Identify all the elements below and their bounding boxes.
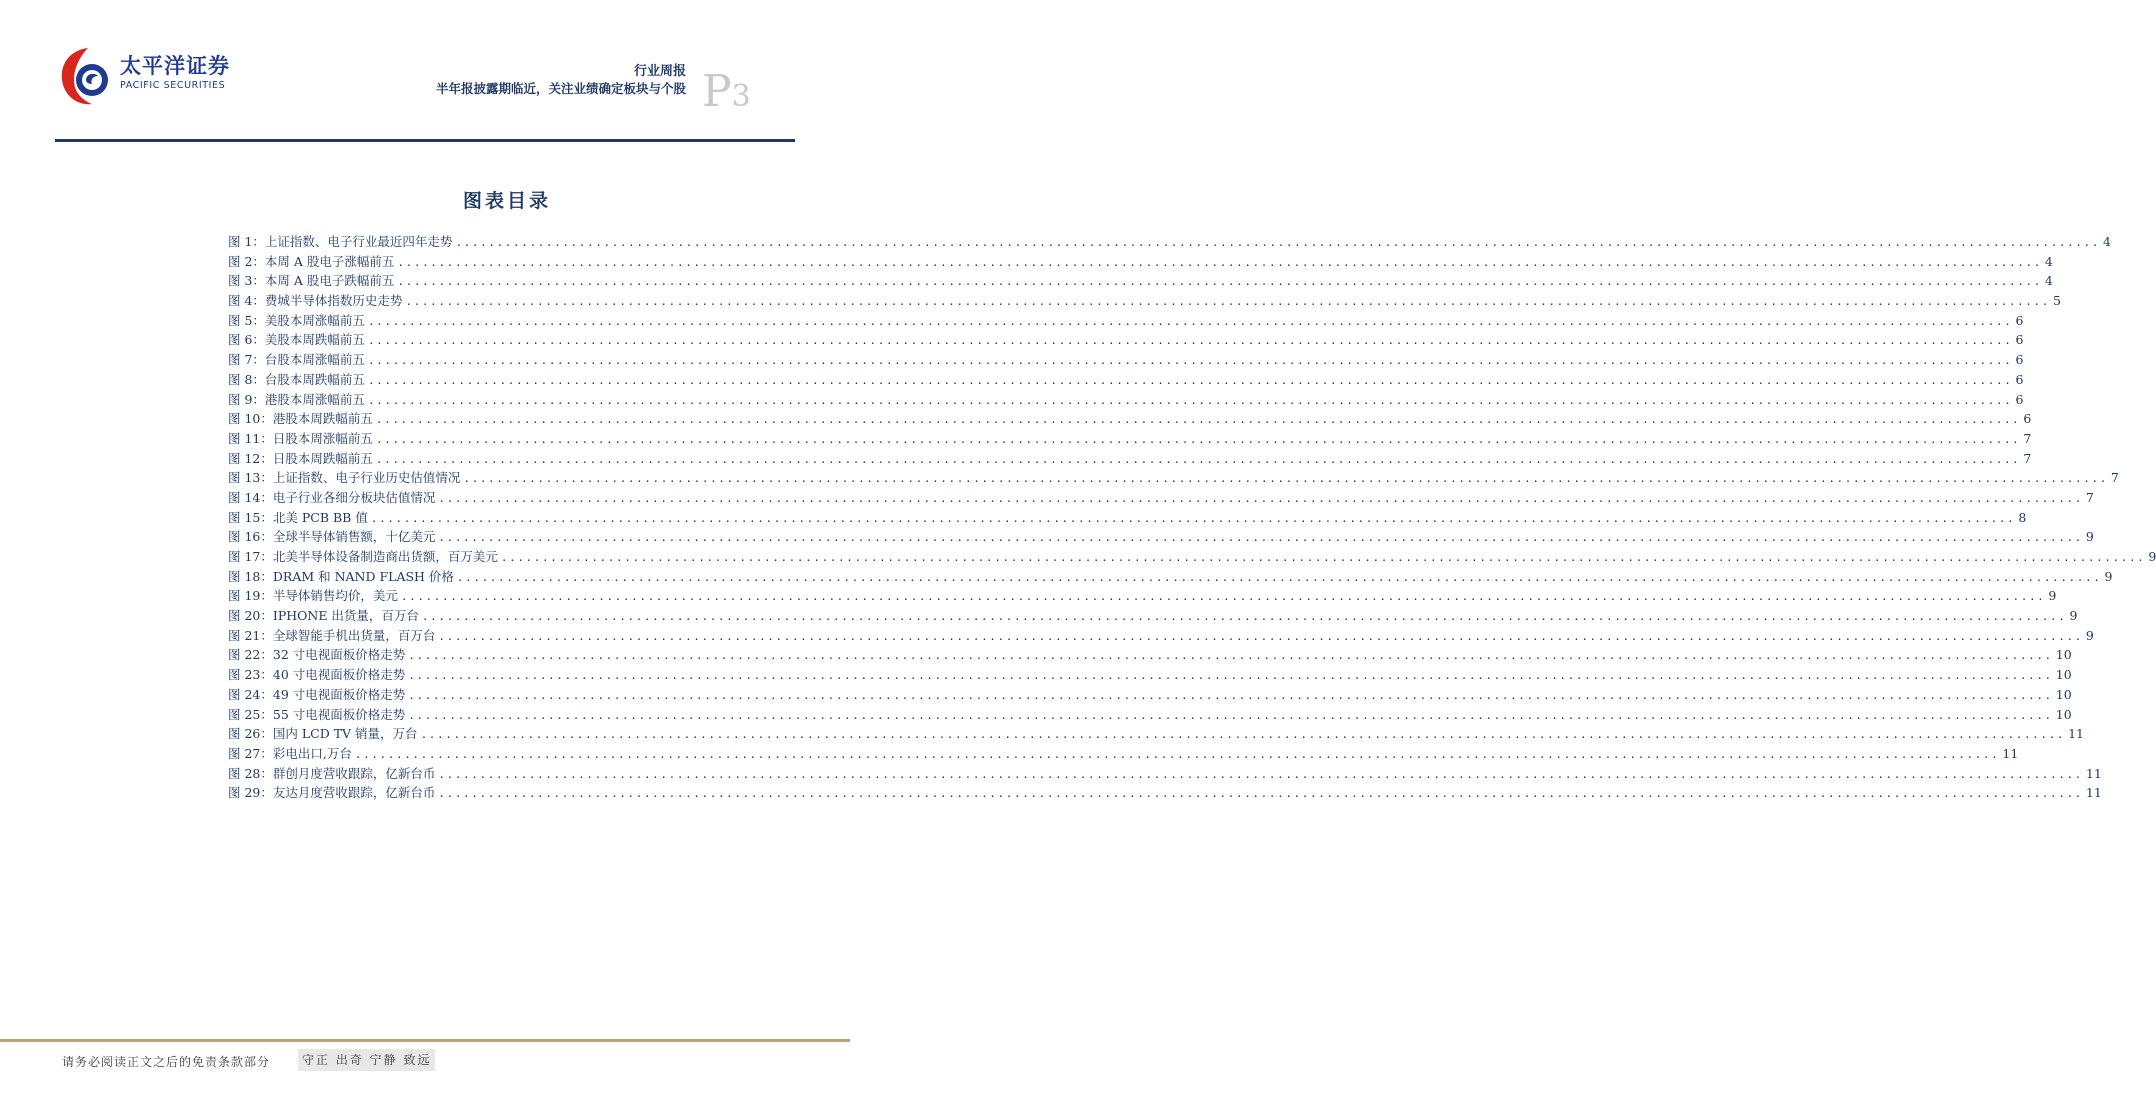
toc-entry[interactable] (228, 724, 2084, 744)
toc-entry-label: 图 1：上证指数、电子行业最近四年走势 (228, 234, 453, 249)
toc-entry[interactable] (228, 527, 2094, 547)
toc-entry-label: 图 9：港股本周涨幅前五 (228, 391, 365, 407)
toc-leader-dots: ........................................................................................................................................................................................................ (463, 472, 2108, 486)
footer-slogan: 守正 出奇 宁静 致远 (298, 1049, 435, 1071)
toc-leader-dots: ........................................................................................................................................................................................................ (367, 314, 2013, 328)
toc-entry-label: 图 13：上证指数、电子行业历史估值情况 (228, 470, 461, 486)
toc-entry-page: 9 (2048, 588, 2057, 604)
toc-entry-page: 9 (2104, 568, 2113, 584)
toc-leader-dots: ........................................................................................................................................................................................................ (400, 590, 2046, 604)
toc-entry[interactable] (228, 429, 2032, 449)
toc-entry-page: 9 (2085, 529, 2094, 545)
toc-leader-dots: ........................................................................................................................................................................................................ (375, 413, 2021, 427)
toc-entry-label: 图 11：日股本周涨幅前五 (228, 430, 373, 446)
toc-entry-page: 9 (2069, 608, 2078, 624)
toc-entry-label: 图 23：40 寸电视面板价格走势 (228, 667, 406, 683)
toc-leader-dots: ........................................................................................................................................................................................................ (375, 452, 2021, 466)
toc-leader-dots: ........................................................................................................................................................................................................ (405, 295, 2050, 309)
toc-entry-label: 图 7：台股本周涨幅前五 (228, 352, 365, 368)
toc-entry-page: 10 (2055, 706, 2072, 722)
toc-entry-page: 6 (2015, 352, 2024, 368)
toc-entry-page: 11 (2002, 745, 2019, 761)
toc-entry-label: 图 26：国内 LCD TV 销量，万台 (228, 726, 418, 742)
toc-entry[interactable] (228, 783, 2102, 803)
toc-leader-dots: ........................................................................................................................................................................................................ (500, 551, 2146, 564)
toc-entry-label: 图 19：半导体销售均价，美元 (228, 588, 398, 604)
toc-entry-page: 9 (2085, 627, 2094, 643)
toc-entry-page: 6 (2023, 411, 2032, 427)
toc-entry[interactable] (228, 508, 2027, 528)
toc-entry-label: 图 27：彩电出口,万台 (228, 745, 352, 761)
toc-entry-label: 图 3：本周 A 股电子跌幅前五 (228, 273, 395, 289)
toc-entry[interactable] (228, 350, 2024, 370)
toc-leader-dots: ........................................................................................................................................................................................................ (375, 432, 2021, 446)
toc-entry[interactable] (228, 252, 2053, 272)
toc-entry-page: 7 (2023, 430, 2032, 446)
toc-entry-page: 11 (2068, 726, 2084, 742)
toc-entry-label: 图 6：美股本周跌幅前五 (228, 332, 365, 348)
report-type: 行业周报 (633, 64, 686, 79)
toc-heading: 图表目录 (462, 190, 551, 212)
toc-leader-dots: ........................................................................................................................................................................................................ (438, 787, 2083, 801)
toc-entry[interactable] (228, 370, 2024, 390)
toc-entry[interactable] (228, 488, 2094, 508)
toc-entry[interactable] (228, 705, 2072, 725)
toc-entry-label: 图 24：49 寸电视面板价格走势 (228, 686, 406, 702)
toc-entry[interactable] (228, 390, 2024, 410)
toc-entry-label: 图 15：北美 PCB BB 值 (228, 509, 368, 525)
toc-entry-page: 11 (2085, 785, 2102, 801)
toc-entry[interactable] (228, 291, 2061, 311)
toc-entry-page: 5 (2052, 293, 2061, 309)
toc-leader-dots: ........................................................................................................................................................................................................ (397, 255, 2042, 269)
toc-leader-dots: ........................................................................................................................................................................................................ (354, 747, 2000, 761)
toc-leader-dots: ........................................................................................................................................................................................................ (408, 649, 2053, 663)
company-logo (58, 46, 238, 108)
toc-leader-dots: ........................................................................................................................................................................................................ (456, 570, 2102, 584)
toc-entry[interactable] (228, 744, 2019, 764)
page-number-value: 3 (731, 79, 751, 114)
report-title: 半年报披露期临近，关注业绩确定板块与个股 (435, 81, 686, 96)
toc-leader-dots: ........................................................................................................................................................................................................ (397, 275, 2042, 289)
toc-entry-label: 图 28：群创月度营收跟踪，亿新台币 (228, 765, 436, 781)
toc-entry-label: 图 25：55 寸电视面板价格走势 (228, 706, 406, 722)
toc-leader-dots: ........................................................................................................................................................................................................ (367, 373, 2013, 387)
toc-entry[interactable] (228, 468, 2119, 488)
toc-entry-page: 4 (2044, 273, 2053, 289)
toc-leader-dots: ........................................................................................................................................................................................................ (438, 629, 2083, 643)
toc-entry-label: 图 29：友达月度营收跟踪，亿新台币 (228, 785, 436, 801)
toc-leader-dots: ........................................................................................................................................................................................................ (408, 708, 2053, 722)
toc-entry[interactable] (228, 685, 2072, 705)
toc-entry[interactable] (228, 409, 2032, 429)
toc-leader-dots: ........................................................................................................................................................................................................ (438, 767, 2083, 781)
toc-leader-dots: ........................................................................................................................................................................................................ (408, 669, 2053, 683)
toc-entry-label: 图 12：日股本周跌幅前五 (228, 450, 373, 466)
toc-entry-page: 10 (2055, 686, 2072, 702)
toc-entry[interactable] (228, 271, 2053, 291)
toc-entry-page: 4 (2102, 234, 2111, 249)
toc-entry-page: 6 (2015, 391, 2024, 407)
toc-leader-dots: ........................................................................................................................................................................................................ (421, 610, 2067, 624)
toc-entry[interactable] (228, 665, 2072, 685)
toc-entry[interactable] (228, 567, 2113, 587)
toc-entry-page: 6 (2015, 312, 2024, 328)
toc-entry-label: 图 20：IPHONE 出货量，百万台 (228, 608, 419, 624)
toc-entry[interactable] (228, 586, 2057, 606)
toc-entry-label: 图 21：全球智能手机出货量，百万台 (228, 627, 436, 643)
toc-entry-page: 10 (2055, 667, 2072, 683)
toc-entry-page: 11 (2085, 765, 2102, 781)
page-prefix: P (702, 66, 732, 117)
toc-entry-label: 图 22：32 寸电视面板价格走势 (228, 647, 406, 663)
toc-entry-label: 图 5：美股本周涨幅前五 (228, 312, 365, 328)
toc-entry[interactable] (228, 606, 2078, 626)
toc-entry-page: 6 (2015, 332, 2024, 348)
footer-disclaimer: 请务必阅读正文之后的免责条款部分 (62, 1055, 271, 1069)
toc-entry-page: 7 (2110, 470, 2119, 486)
toc-leader-dots: ........................................................................................................................................................................................................ (370, 511, 2016, 525)
toc-entry[interactable] (228, 645, 2072, 665)
toc-entry-page: 6 (2015, 371, 2024, 387)
toc-entry-label: 图 14：电子行业各细分板块估值情况 (228, 489, 436, 505)
toc-leader-dots: ........................................................................................................................................................................................................ (367, 393, 2013, 407)
toc-entry[interactable] (228, 232, 2111, 252)
toc-entry[interactable] (228, 764, 2102, 784)
toc-leader-dots: ........................................................................................................................................................................................................ (408, 688, 2053, 702)
logo-emblem-icon (58, 46, 118, 108)
toc-entry-label: 图 17：北美半导体设备制造商出货额，百万美元 (228, 549, 498, 564)
toc-entry-label: 图 2：本周 A 股电子涨幅前五 (228, 253, 395, 269)
toc-entry-label: 图 16：全球半导体销售额，十亿美元 (228, 529, 436, 545)
toc-entry-page: 7 (2085, 489, 2094, 505)
toc-entry-page: 10 (2055, 647, 2072, 663)
toc-entry[interactable] (228, 330, 2024, 350)
toc-entry[interactable] (228, 449, 2032, 469)
toc-leader-dots: ........................................................................................................................................................................................................ (455, 236, 2100, 249)
toc-entry[interactable] (228, 547, 2156, 567)
toc-leader-dots: ........................................................................................................................................................................................................ (438, 491, 2083, 505)
toc-entry-label: 图 18：DRAM 和 NAND FLASH 价格 (228, 568, 454, 584)
toc-list (228, 232, 2156, 803)
page-number (702, 66, 751, 117)
toc-entry-page: 7 (2023, 450, 2032, 466)
toc-entry-page: 8 (2018, 509, 2027, 525)
toc-entry-label: 图 8：台股本周跌幅前五 (228, 371, 365, 387)
toc-leader-dots: ........................................................................................................................................................................................................ (367, 354, 2013, 368)
logo-chinese-name: 太平洋证券 (120, 54, 230, 78)
toc-leader-dots: ........................................................................................................................................................................................................ (438, 531, 2083, 545)
toc-leader-dots: ........................................................................................................................................................................................................ (367, 334, 2013, 348)
logo-english-name: PACIFIC SECURITIES (120, 80, 226, 91)
footer-divider (0, 1039, 850, 1042)
toc-entry-label: 图 10：港股本周跌幅前五 (228, 411, 373, 427)
toc-entry-page: 9 (2148, 549, 2156, 564)
toc-entry[interactable] (228, 626, 2094, 646)
toc-entry-label: 图 4：费城半导体指数历史走势 (228, 293, 403, 309)
toc-leader-dots: ........................................................................................................................................................................................................ (420, 728, 2066, 742)
toc-entry[interactable] (228, 311, 2024, 331)
header-divider (55, 139, 795, 142)
toc-entry-page: 4 (2044, 253, 2053, 269)
